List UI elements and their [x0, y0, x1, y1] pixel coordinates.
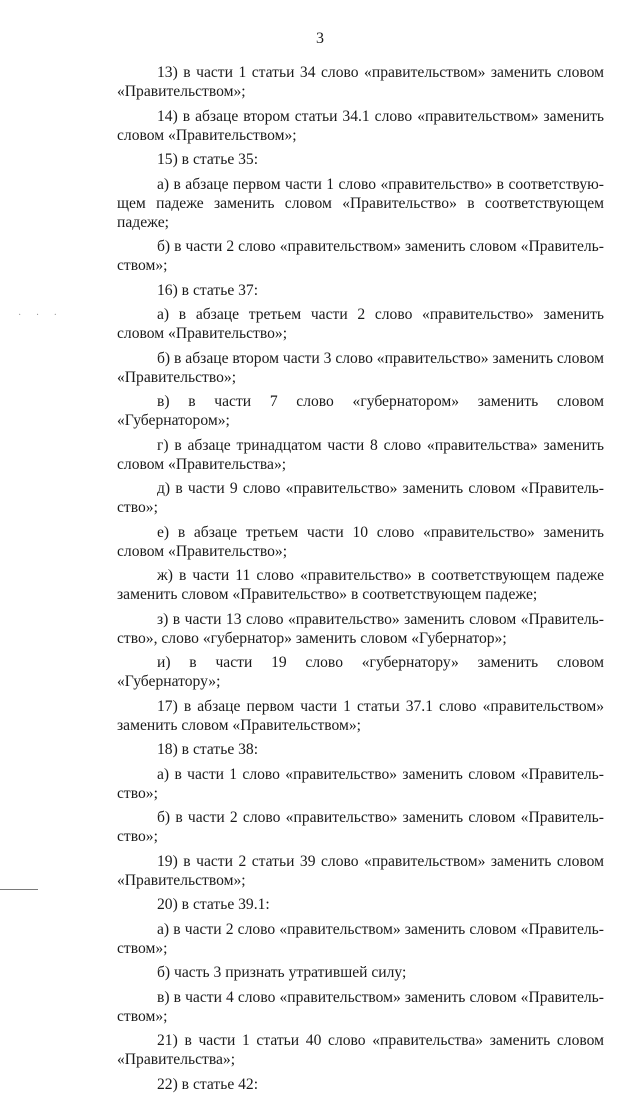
paragraph-17: 17) в абзаце первом части 1 статьи 37.1 слово «правительством» заменить словом «Правительством»; [117, 697, 604, 734]
document-body [117, 63, 604, 1099]
paragraph-19: 19) в части 2 статьи 39 слово «правительством» заменить словом «Правительством»; [117, 852, 604, 889]
paragraph-16b: б) в абзаце втором части 3 слово «правительство» заменить словом «Правительство»; [117, 349, 604, 386]
paragraph-16zh: ж) в части 11 слово «правительство» в соответствующем падеже заменить словом «Правительство» в соответствующем падеже; [117, 567, 604, 603]
paragraph-15: 15) в статье 35: [157, 151, 259, 168]
scan-artifact: · · · [18, 310, 63, 321]
paragraph-20b: б) часть 3 признать утратившей силу; [157, 964, 407, 981]
paragraph-15b: б) в части 2 слово «правительством» заменить словом «Правительством»; [117, 238, 604, 274]
paragraph-22: 22) в статье 42: [157, 1075, 259, 1093]
paragraph-18a: а) в части 1 слово «правительство» заменить словом «Правительство»; [117, 765, 604, 802]
paragraph-16v: в) в части 7 слово «губернатором» заменить словом «Губернатором»; [117, 393, 604, 429]
paragraph-18: 18) в статье 38: [157, 741, 259, 758]
paragraph-16d: д) в части 9 слово «правительство» заменить словом «Правительство»; [117, 480, 604, 516]
paragraph-21: 21) в части 1 статьи 40 слово «правительства» заменить словом «Правительства»; [117, 1032, 604, 1068]
page-number: 3 [316, 30, 324, 47]
paragraph-13: 13) в части 1 статьи 34 слово «правительством» заменить словом «Правительством»; [117, 64, 604, 100]
paragraph-16g: г) в абзаце тринадцатом части 8 слово «правительства» заменить словом «Правительства»; [117, 436, 604, 473]
paragraph-16a: а) в абзаце третьем части 2 слово «правительство» заменить словом «Правительство»; [117, 306, 604, 342]
paragraph-16i: и) в части 19 слово «губернатору» заменить словом «Губернатору»; [117, 654, 604, 690]
paragraph-14: 14) в абзаце втором статьи 34.1 слово «правительством» заменить словом «Правительством»; [117, 107, 604, 144]
scan-edge-line [0, 889, 38, 890]
paragraph-16: 16) в статье 37: [157, 281, 259, 299]
paragraph-16e: е) в абзаце третьем части 10 слово «правительство» заменить словом «Правительство»; [117, 523, 604, 560]
paragraph-18b: б) в части 2 слово «правительство» заменить словом «Правительство»; [117, 809, 604, 845]
paragraph-20a: а) в части 2 слово «правительством» заменить словом «Правительством»; [117, 920, 604, 957]
paragraph-15a: а) в абзаце первом части 1 слово «правительство» в соответствующем падеже заменить словом «Правительство» в соответствующем падеже; [117, 175, 604, 231]
paragraph-16z: з) в части 13 слово «правительство» заменить словом «Правительство», слово «губернатор» заменить словом «Губернатор»; [117, 610, 604, 647]
paragraph-20: 20) в статье 39.1: [157, 896, 270, 913]
paragraph-20v: в) в части 4 слово «правительством» заменить словом «Правительством»; [117, 988, 604, 1025]
